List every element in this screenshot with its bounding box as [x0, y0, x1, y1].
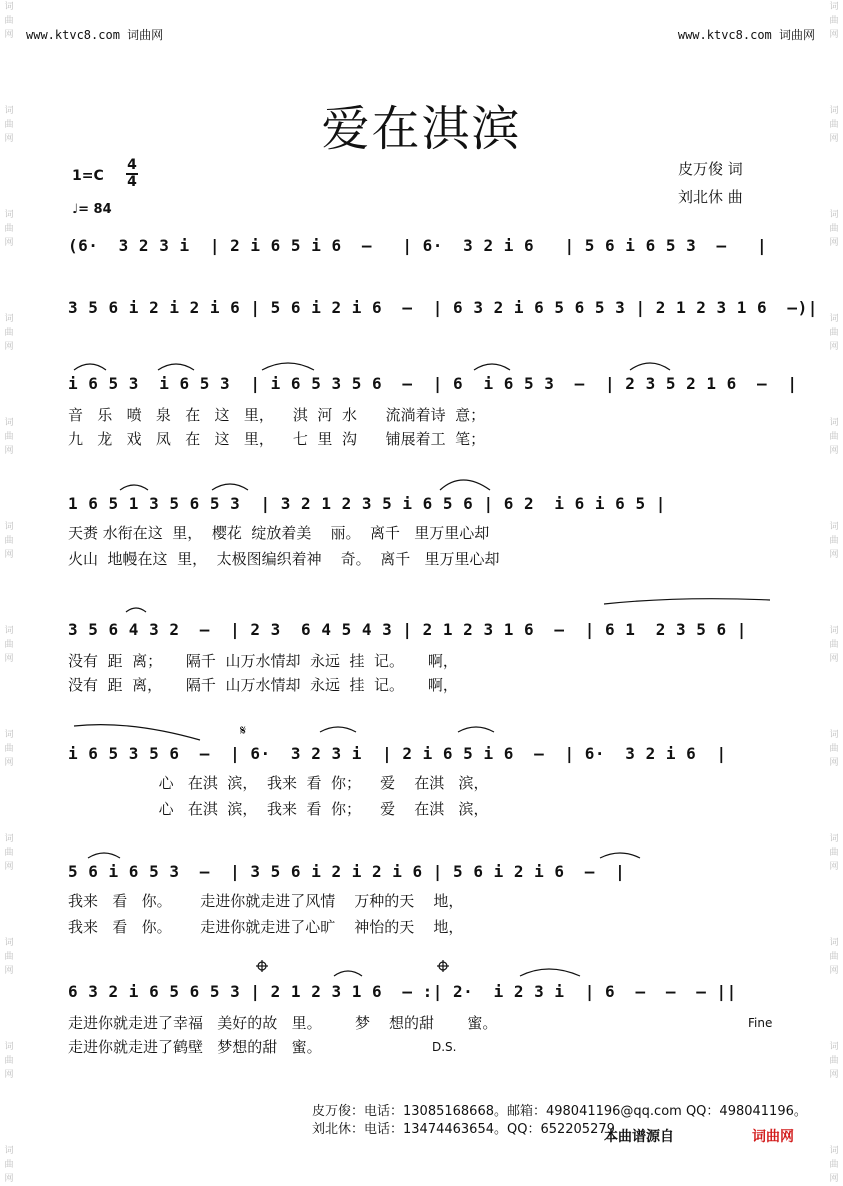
- notation-line-2: 3 5 6 i 2 i 2 i 6 | 5 6 i 2 i 6 – | 6 3 2 i 6 5 6 5 3 | 2 1 2 3 1 6 –)|: [68, 298, 818, 317]
- lyric-line-3-verse-1: 音 乐 喷 泉 在 这 里， 淇 河 水 流淌着诗 意；: [68, 406, 486, 424]
- source-label: 本曲谱源自: [604, 1129, 674, 1145]
- contact-line-composer: 刘北休：电话：13474463654。QQ：652205279: [312, 1122, 615, 1137]
- coda-icon: [256, 960, 449, 972]
- lyric-line-3-verse-2: 九 龙 戏 凤 在 这 里， 七 里 沟 铺展着工 笔；: [68, 430, 486, 448]
- tempo-marking: ♩= 84: [72, 202, 112, 217]
- notation-line-4: 1 6 5 1 3 5 6 5 3 | 3 2 1 2 3 5 i 6 5 6 | 6 2 i 6 i 6 5 |: [68, 494, 666, 513]
- notation-line-3: i 6 5 3 i 6 5 3 | i 6 5 3 5 6 – | 6 i 6 5 3 – | 2 3 5 2 1 6 – |: [68, 374, 798, 393]
- contact-line-lyricist: 皮万俊：电话：13085168668。邮箱：498041196@qq.com QQ：498041196。: [312, 1104, 807, 1119]
- lyric-line-4-verse-2: 火山 地幔在这 里， 太极图编织着神 奇。 离千 里万里心却: [68, 550, 500, 568]
- lyric-line-6-verse-2: 心 在淇 滨， 我来 看 你； 爱 在淇 滨，: [68, 800, 489, 818]
- lyric-line-5-verse-2: 没有 距 离， 隔千 山万水情却 永远 挂 记。 啊，: [68, 676, 458, 694]
- key-signature: 1=C: [72, 168, 104, 184]
- right-watermark-strip: 词 曲 网 词 曲 网 词 曲 网 词 曲 网 词 曲 网 词 曲 网 词 曲 网 词 曲 网 词 曲 网 词 曲 网 词 曲 网 词 曲 网: [829, 2, 839, 1184]
- meter-bottom: 4: [127, 174, 137, 190]
- composer-credit: 刘北休 曲: [678, 188, 743, 206]
- ds-marking: D.S.: [432, 1040, 457, 1054]
- brand-link[interactable]: 词曲网: [752, 1129, 794, 1145]
- segno-icon: 𝄋: [240, 723, 247, 739]
- site-url-left[interactable]: www.ktvc8.com 词曲网: [26, 28, 164, 42]
- lyric-line-4-verse-1: 天赉 水衔在这 里， 樱花 绽放着美 丽。 离千 里万里心却: [68, 524, 490, 542]
- song-title: 爱在淇滨: [321, 101, 522, 157]
- fine-marking: Fine: [748, 1016, 773, 1030]
- lyricist-credit: 皮万俊 词: [678, 160, 743, 178]
- site-url-right[interactable]: www.ktvc8.com 词曲网: [677, 28, 815, 42]
- lyric-line-8-verse-2: 走进你就走进了鹤壁 梦想的甜 蜜。: [68, 1038, 322, 1056]
- notation-line-6: i 6 5 3 5 6 – | 6· 3 2 3 i | 2 i 6 5 i 6 – | 6· 3 2 i 6 |: [68, 744, 727, 763]
- meter-top: 4: [127, 157, 137, 173]
- notation-line-7: 5 6 i 6 5 3 – | 3 5 6 i 2 i 2 i 6 | 5 6 i 2 i 6 – |: [68, 862, 626, 881]
- notation-line-8: 6 3 2 i 6 5 6 5 3 | 2 1 2 3 1 6 – :| 2· i 2 3 i | 6 – – – ||: [68, 982, 737, 1001]
- left-watermark-strip: 词 曲 网 词 曲 网 词 曲 网 词 曲 网 词 曲 网 词 曲 网 词 曲 网 词 曲 网 词 曲 网 词 曲 网 词 曲 网 词 曲 网: [4, 2, 14, 1184]
- notation-line-1: (6· 3 2 3 i | 2 i 6 5 i 6 – | 6· 3 2 i 6 | 5 6 i 6 5 3 – |: [68, 236, 768, 255]
- lyric-line-7-verse-1: 我来 看 你。 走进你就走进了风情 万种的天 地，: [68, 892, 464, 910]
- lyric-line-5-verse-1: 没有 距 离； 隔千 山万水情却 永远 挂 记。 啊，: [68, 652, 458, 670]
- lyric-line-7-verse-2: 我来 看 你。 走进你就走进了心旷 神怡的天 地，: [68, 918, 464, 936]
- lyric-line-6-verse-1: 心 在淇 滨， 我来 看 你； 爱 在淇 滨，: [68, 774, 489, 792]
- lyric-line-8-verse-1: 走进你就走进了幸福 美好的故 里。 梦 想的甜 蜜。: [68, 1014, 498, 1032]
- notation-line-5: 3 5 6 4 3 2 – | 2 3 6 4 5 4 3 | 2 1 2 3 1 6 – | 6 1 2 3 5 6 |: [68, 620, 747, 639]
